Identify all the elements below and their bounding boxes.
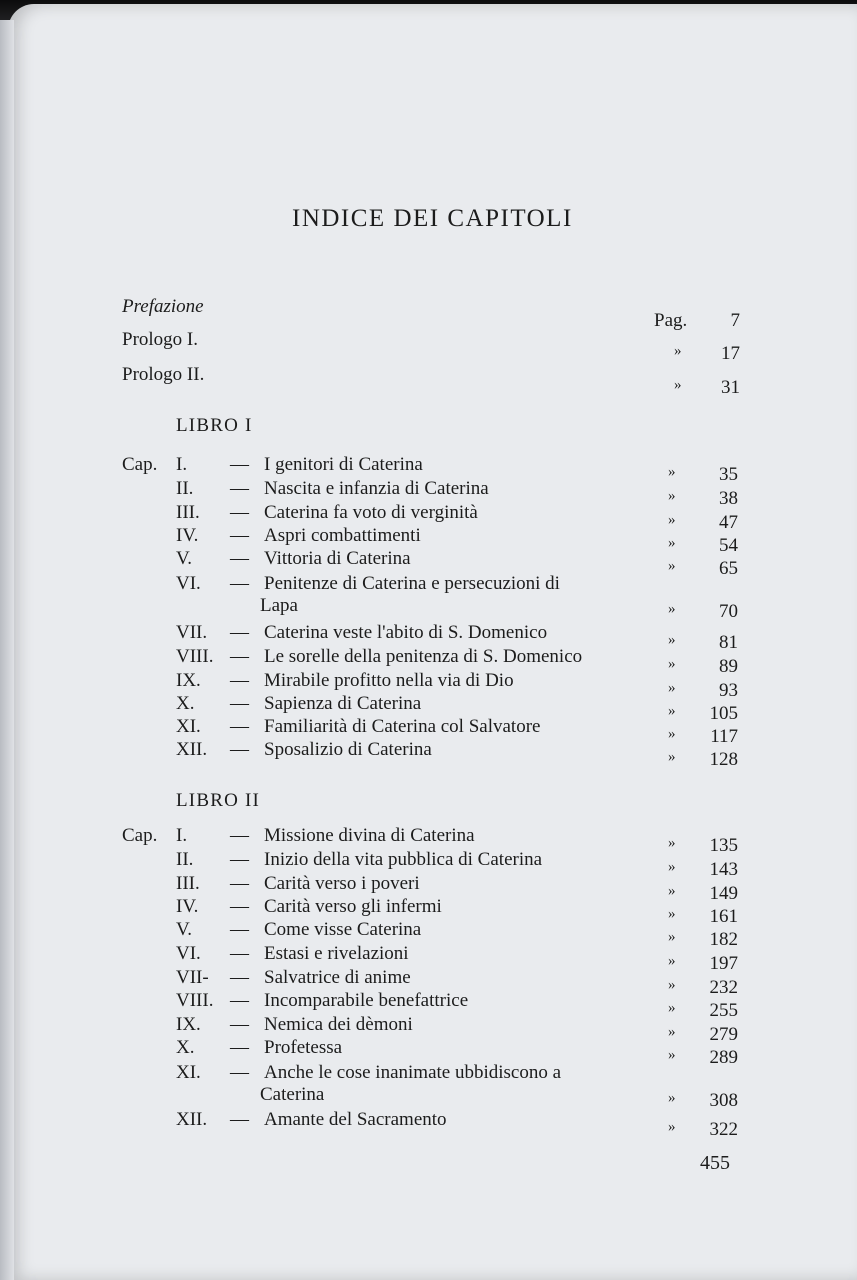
chapter-page: 65 xyxy=(719,558,738,579)
chapter-page: 81 xyxy=(719,632,738,653)
chapter-dash: — xyxy=(230,943,249,964)
chapter-title: Aspri combattimenti xyxy=(264,525,421,546)
chapter-dash: — xyxy=(230,825,249,846)
folio-page-number: 455 xyxy=(700,1152,730,1174)
chapter-title: Nascita e infanzia di Caterina xyxy=(264,478,489,499)
chapter-mark: » xyxy=(668,1119,676,1135)
chapter-number: V. xyxy=(176,919,193,940)
chapter-dash: — xyxy=(230,573,249,594)
chapter-page: 197 xyxy=(709,953,738,974)
chapter-page: 182 xyxy=(709,929,738,950)
chapter-page: 143 xyxy=(709,859,738,880)
chapter-dash: — xyxy=(230,1109,249,1130)
chapter-number: V. xyxy=(176,548,193,569)
chapter-mark: » xyxy=(668,726,676,742)
chapter-number: XI. xyxy=(176,716,201,737)
chapter-dash: — xyxy=(230,873,249,894)
chapter-dash: — xyxy=(230,525,249,546)
chapter-dash: — xyxy=(230,739,249,760)
chapter-mark: » xyxy=(668,656,676,672)
chapter-page: 279 xyxy=(709,1024,738,1045)
book-heading: LIBRO II xyxy=(176,790,261,811)
chapter-title: Carità verso gli infermi xyxy=(264,896,442,917)
chapter-title-continued: Lapa xyxy=(260,595,298,616)
chapter-mark: » xyxy=(668,835,676,851)
chapter-page: 289 xyxy=(709,1047,738,1068)
chapter-mark: » xyxy=(668,512,676,528)
chapter-number: IX. xyxy=(176,670,201,691)
chapter-page: 232 xyxy=(709,977,738,998)
chapter-dash: — xyxy=(230,548,249,569)
chapter-title: Inizio della vita pubblica di Caterina xyxy=(264,849,543,870)
chapter-page: 105 xyxy=(709,703,738,724)
chapter-number: III. xyxy=(176,873,200,894)
chapter-number: II. xyxy=(176,478,194,499)
chapter-dash: — xyxy=(230,990,249,1011)
chapter-number: IV. xyxy=(176,896,199,917)
chapter-page: 117 xyxy=(710,726,738,747)
chapter-number: II. xyxy=(176,849,194,870)
chapter-number: VII. xyxy=(176,622,208,643)
chapter-dash: — xyxy=(230,478,249,499)
chapter-number: IV. xyxy=(176,525,199,546)
chapter-page: 70 xyxy=(719,601,738,622)
chapter-page: 255 xyxy=(709,1000,738,1021)
book-heading: LIBRO I xyxy=(176,415,253,436)
chapter-dash: — xyxy=(230,919,249,940)
front-matter-page: 31 xyxy=(721,377,740,398)
chapter-dash: — xyxy=(230,670,249,691)
chapter-dash: — xyxy=(230,716,249,737)
chapter-page: 149 xyxy=(709,883,738,904)
chapter-page: 38 xyxy=(719,488,738,509)
chapter-mark: » xyxy=(668,906,676,922)
chapter-mark: » xyxy=(668,953,676,969)
front-matter-page: 17 xyxy=(721,343,740,364)
chapter-title: Amante del Sacramento xyxy=(264,1109,447,1130)
chapter-title: Nemica dei dèmoni xyxy=(264,1014,413,1035)
chapter-mark: » xyxy=(668,632,676,648)
chapter-title: Mirabile profitto nella via di Dio xyxy=(264,670,514,691)
chapter-title: Caterina fa voto di verginità xyxy=(264,502,478,523)
front-matter-label: Prologo II. xyxy=(122,364,205,385)
chapter-number: III. xyxy=(176,502,200,523)
chapter-title: Estasi e rivelazioni xyxy=(264,943,409,964)
chapter-title-continued: Caterina xyxy=(260,1084,325,1105)
chapter-number: VI. xyxy=(176,943,201,964)
chapter-title: Missione divina di Caterina xyxy=(264,825,475,846)
front-matter-mark: » xyxy=(674,343,682,359)
chapter-mark: » xyxy=(668,464,676,480)
chapter-page: 322 xyxy=(709,1119,738,1140)
chapter-page: 135 xyxy=(709,835,738,856)
chapter-dash: — xyxy=(230,693,249,714)
previous-page-edge xyxy=(0,20,14,1280)
chapter-mark: » xyxy=(668,680,676,696)
chapter-dash: — xyxy=(230,622,249,643)
page-title: INDICE DEI CAPITOLI xyxy=(292,205,573,232)
chapter-dash: — xyxy=(230,454,249,475)
chapter-title: Le sorelle della penitenza di S. Domenico xyxy=(264,646,583,667)
chapter-mark: » xyxy=(668,703,676,719)
chapter-number: I. xyxy=(176,454,188,475)
chapter-mark: » xyxy=(668,535,676,551)
chapter-title: Anche le cose inanimate ubbidiscono a xyxy=(264,1062,562,1083)
chapter-page: 47 xyxy=(719,512,738,533)
chapter-dash: — xyxy=(230,1037,249,1058)
chapter-number: X. xyxy=(176,1037,195,1058)
chapter-dash: — xyxy=(230,1014,249,1035)
chapter-title: Carità verso i poveri xyxy=(264,873,420,894)
front-matter-mark: » xyxy=(674,377,682,393)
chapter-mark: » xyxy=(668,1090,676,1106)
chapter-title: Salvatrice di anime xyxy=(264,967,411,988)
chapter-number: VI. xyxy=(176,573,201,594)
chapter-page: 161 xyxy=(709,906,738,927)
chapter-dash: — xyxy=(230,1062,249,1083)
chapter-number: XII. xyxy=(176,739,208,760)
chapter-dash: — xyxy=(230,849,249,870)
chapter-dash: — xyxy=(230,646,249,667)
cap-label: Cap. xyxy=(122,454,158,475)
chapter-title: I genitori di Caterina xyxy=(264,454,423,475)
chapter-page: 308 xyxy=(709,1090,738,1111)
chapter-title: Penitenze di Caterina e persecuzioni di xyxy=(264,573,560,594)
chapter-title: Come visse Caterina xyxy=(264,919,422,940)
chapter-title: Caterina veste l'abito di S. Domenico xyxy=(264,622,548,643)
chapter-number: VIII. xyxy=(176,646,214,667)
chapter-mark: » xyxy=(668,488,676,504)
chapter-title: Profetessa xyxy=(264,1037,343,1058)
chapter-mark: » xyxy=(668,601,676,617)
chapter-number: XII. xyxy=(176,1109,208,1130)
chapter-number: VIII. xyxy=(176,990,214,1011)
cap-label: Cap. xyxy=(122,825,158,846)
chapter-page: 35 xyxy=(719,464,738,485)
chapter-mark: » xyxy=(668,1000,676,1016)
chapter-mark: » xyxy=(668,1024,676,1040)
chapter-title: Incomparabile benefattrice xyxy=(264,990,469,1011)
chapter-mark: » xyxy=(668,1047,676,1063)
chapter-page: 93 xyxy=(719,680,738,701)
front-matter-label: Prologo I. xyxy=(122,329,198,350)
chapter-number: IX. xyxy=(176,1014,201,1035)
chapter-mark: » xyxy=(668,929,676,945)
front-matter-mark: Pag. xyxy=(654,310,688,331)
chapter-mark: » xyxy=(668,883,676,899)
chapter-page: 54 xyxy=(719,535,738,556)
chapter-number: VII- xyxy=(176,967,209,988)
chapter-page: 89 xyxy=(719,656,738,677)
chapter-page: 128 xyxy=(709,749,738,770)
chapter-dash: — xyxy=(230,967,249,988)
chapter-title: Familiarità di Caterina col Salvatore xyxy=(264,716,541,737)
chapter-dash: — xyxy=(230,896,249,917)
chapter-number: XI. xyxy=(176,1062,201,1083)
chapter-mark: » xyxy=(668,859,676,875)
chapter-title: Vittoria di Caterina xyxy=(264,548,411,569)
chapter-title: Sapienza di Caterina xyxy=(264,693,422,714)
front-matter-page: 7 xyxy=(730,310,740,331)
chapter-mark: » xyxy=(668,749,676,765)
chapter-dash: — xyxy=(230,502,249,523)
chapter-number: I. xyxy=(176,825,188,846)
chapter-mark: » xyxy=(668,558,676,574)
chapter-title: Sposalizio di Caterina xyxy=(264,739,432,760)
front-matter-label: Prefazione xyxy=(122,296,204,317)
chapter-mark: » xyxy=(668,977,676,993)
chapter-number: X. xyxy=(176,693,195,714)
